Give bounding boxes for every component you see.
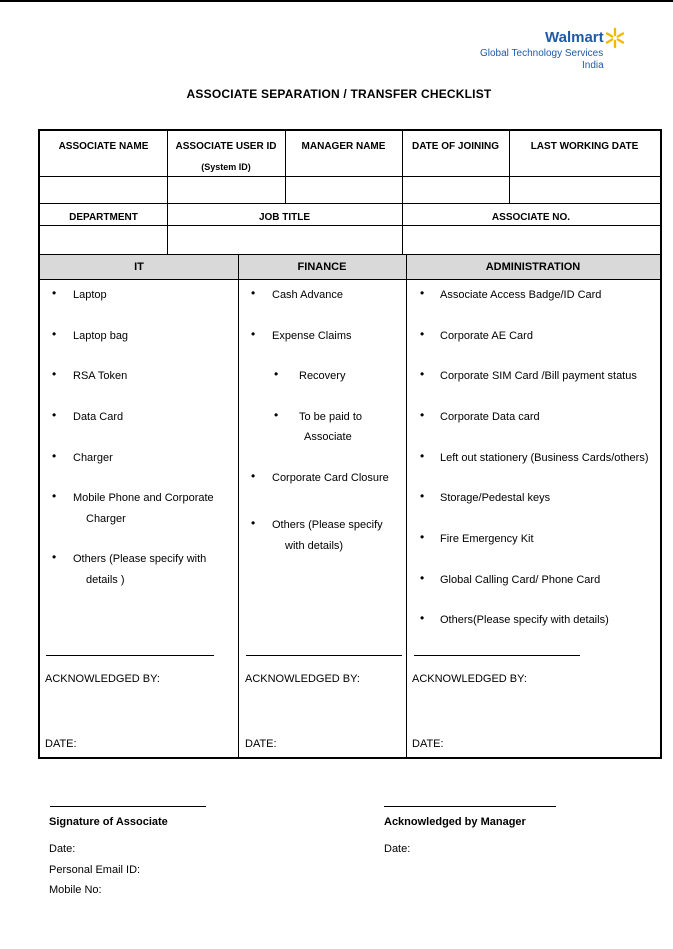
admin-item: Others(Please specify with details) [440, 614, 609, 626]
it-item: RSA Token [73, 370, 128, 382]
admin-item: Associate Access Badge/ID Card [440, 289, 602, 301]
walmart-logo [478, 27, 628, 75]
bullet-icon: • [52, 367, 57, 381]
admin-item: Storage/Pedestal keys [440, 492, 551, 504]
col-divider [402, 131, 403, 254]
bullet-icon: • [420, 571, 425, 585]
bullet-icon: • [274, 408, 279, 422]
finance-item: To be paid to [299, 411, 362, 423]
associate-signature-line [50, 806, 206, 807]
it-item: Laptop bag [73, 330, 129, 342]
admin-acknowledged-by: ACKNOWLEDGED BY: [412, 673, 527, 685]
bullet-icon: • [420, 530, 425, 544]
admin-signature-line [414, 655, 580, 656]
manager-date-label: Date: [384, 843, 411, 855]
bullet-icon: • [52, 550, 57, 564]
admin-item: Corporate SIM Card /Bill payment status [440, 370, 637, 382]
it-acknowledged-by: ACKNOWLEDGED BY: [45, 673, 160, 685]
it-heading: IT [134, 261, 144, 273]
it-item: Others (Please specify with [73, 553, 207, 565]
finance-signature-line [246, 655, 402, 656]
col-divider [167, 131, 168, 254]
it-date-label: DATE: [45, 738, 77, 750]
finance-item: Cash Advance [272, 289, 343, 301]
row-divider [40, 279, 660, 280]
admin-item: Fire Emergency Kit [440, 533, 534, 545]
it-item: Laptop [73, 289, 107, 301]
bullet-icon: • [52, 408, 57, 422]
page-title: ASSOCIATE SEPARATION / TRANSFER CHECKLIST [186, 87, 492, 101]
finance-heading: FINANCE [297, 261, 347, 273]
associate-user-id-header: ASSOCIATE USER ID [175, 141, 277, 152]
bullet-icon: • [420, 286, 425, 300]
bullet-icon: • [420, 327, 425, 341]
associate-user-id-field[interactable] [167, 177, 285, 203]
manager-name-field[interactable] [285, 177, 402, 203]
it-item: Mobile Phone and Corporate [73, 492, 214, 504]
bullet-icon: • [420, 367, 425, 381]
last-working-date-header: LAST WORKING DATE [530, 141, 639, 152]
bullet-icon: • [251, 516, 256, 530]
row-divider [40, 203, 660, 204]
logo-country: India [582, 60, 604, 71]
col-divider [406, 254, 407, 757]
bullet-icon: • [52, 449, 57, 463]
associate-no-header: ASSOCIATE NO. [491, 212, 571, 223]
row-divider [40, 254, 660, 255]
logo-subtitle: Global Technology Services [480, 48, 604, 59]
finance-acknowledged-by: ACKNOWLEDGED BY: [245, 673, 360, 685]
admin-item: Global Calling Card/ Phone Card [440, 574, 601, 586]
last-working-date-field[interactable] [509, 177, 660, 203]
job-title-header: JOB TITLE [258, 212, 311, 223]
date-of-joining-header: DATE OF JOINING [411, 141, 500, 152]
signature-of-associate-label: Signature of Associate [49, 816, 168, 828]
bullet-icon: • [251, 469, 256, 483]
logo-brand: Walmart [545, 29, 604, 46]
finance-date-label: DATE: [245, 738, 277, 750]
bullet-icon: • [420, 408, 425, 422]
associate-name-header: ASSOCIATE NAME [58, 141, 149, 152]
bullet-icon: • [274, 367, 279, 381]
top-border [0, 0, 673, 2]
job-title-field[interactable] [167, 226, 402, 254]
acknowledged-by-manager-label: Acknowledged by Manager [384, 816, 526, 828]
finance-item: Others (Please specify [272, 519, 383, 531]
associate-name-field[interactable] [40, 177, 167, 203]
bullet-icon: • [420, 449, 425, 463]
spark-icon [604, 27, 626, 49]
finance-item: Associate [304, 431, 352, 443]
it-item: Data Card [73, 411, 124, 423]
associate-date-label: Date: [49, 843, 76, 855]
it-item: Charger [86, 513, 126, 525]
col-divider [238, 254, 239, 757]
bullet-icon: • [420, 611, 425, 625]
system-id-note: (System ID) [201, 162, 251, 172]
bullet-icon: • [251, 327, 256, 341]
department-header: DEPARTMENT [69, 212, 138, 223]
personal-email-label: Personal Email ID: [49, 864, 141, 876]
bullet-icon: • [251, 286, 256, 300]
bullet-icon: • [52, 327, 57, 341]
finance-item: Recovery [299, 370, 346, 382]
finance-item: Expense Claims [272, 330, 352, 342]
date-of-joining-field[interactable] [402, 177, 509, 203]
col-divider [509, 131, 510, 203]
admin-date-label: DATE: [412, 738, 444, 750]
bullet-icon: • [52, 286, 57, 300]
finance-item: Corporate Card Closure [272, 472, 389, 484]
col-divider [285, 131, 286, 203]
department-field[interactable] [40, 226, 167, 254]
bullet-icon: • [52, 489, 57, 503]
admin-item: Left out stationery (Business Cards/others) [440, 452, 649, 464]
finance-item: with details) [285, 540, 344, 552]
mobile-no-label: Mobile No: [49, 884, 102, 896]
admin-item: Corporate AE Card [440, 330, 533, 342]
it-signature-line [46, 655, 214, 656]
it-item: details ) [86, 574, 125, 586]
administration-heading: ADMINISTRATION [485, 261, 581, 273]
associate-no-field[interactable] [402, 226, 660, 254]
admin-item: Corporate Data card [440, 411, 540, 423]
checklist-form [38, 129, 662, 759]
bullet-icon: • [420, 489, 425, 503]
manager-name-header: MANAGER NAME [301, 141, 386, 152]
it-item: Charger [73, 452, 113, 464]
manager-signature-line [384, 806, 556, 807]
